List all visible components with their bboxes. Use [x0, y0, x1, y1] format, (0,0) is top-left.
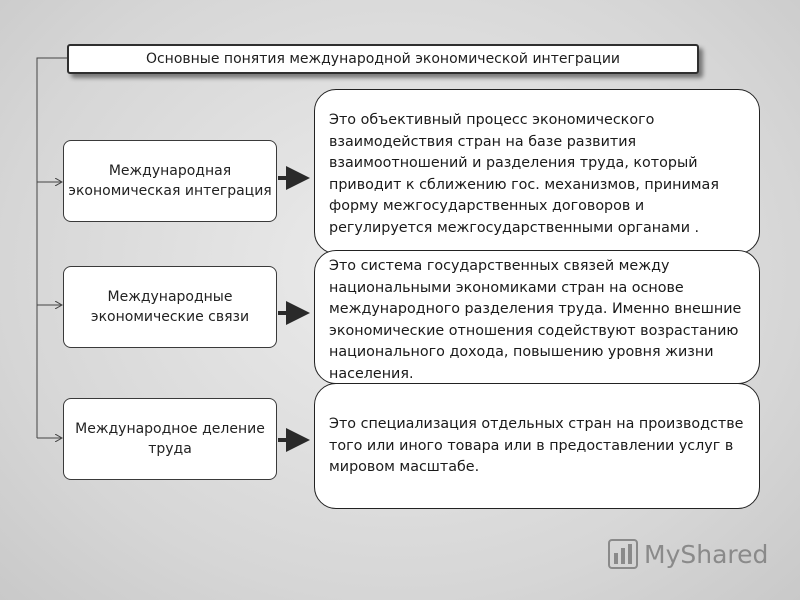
concept-box-division: Международное деление труда: [63, 398, 277, 480]
diagram-title: Основные понятия международной экономической интеграции: [67, 44, 699, 74]
watermark: [608, 536, 768, 572]
definition-box-integration: Это объективный процесс экономического взаимодействия стран на базе развития взаимоотношений и разделения труда, который приводит к сближению гос. механизмов, принимая форму межгосударственных договоров и регулируется межгосударственными органами .: [314, 89, 760, 254]
definition-box-division: Это специализация отдельных стран на производстве того или иного товара или в предоставлении услуг в мировом масштабе.: [314, 383, 760, 509]
definition-box-relations: Это система государственных связей между национальными экономиками стран на основе международного разделения труда. Именно внешние экономические отношения содействуют возрастанию национального дохода, повышению уровня жизни населения.: [314, 250, 760, 384]
concept-box-integration: Международная экономическая интеграция: [63, 140, 277, 222]
bar-chart-icon: [608, 539, 638, 569]
bracket-line: [37, 58, 67, 438]
watermark-text: MyShared: [644, 539, 769, 569]
concept-box-relations: Международные экономические связи: [63, 266, 277, 348]
